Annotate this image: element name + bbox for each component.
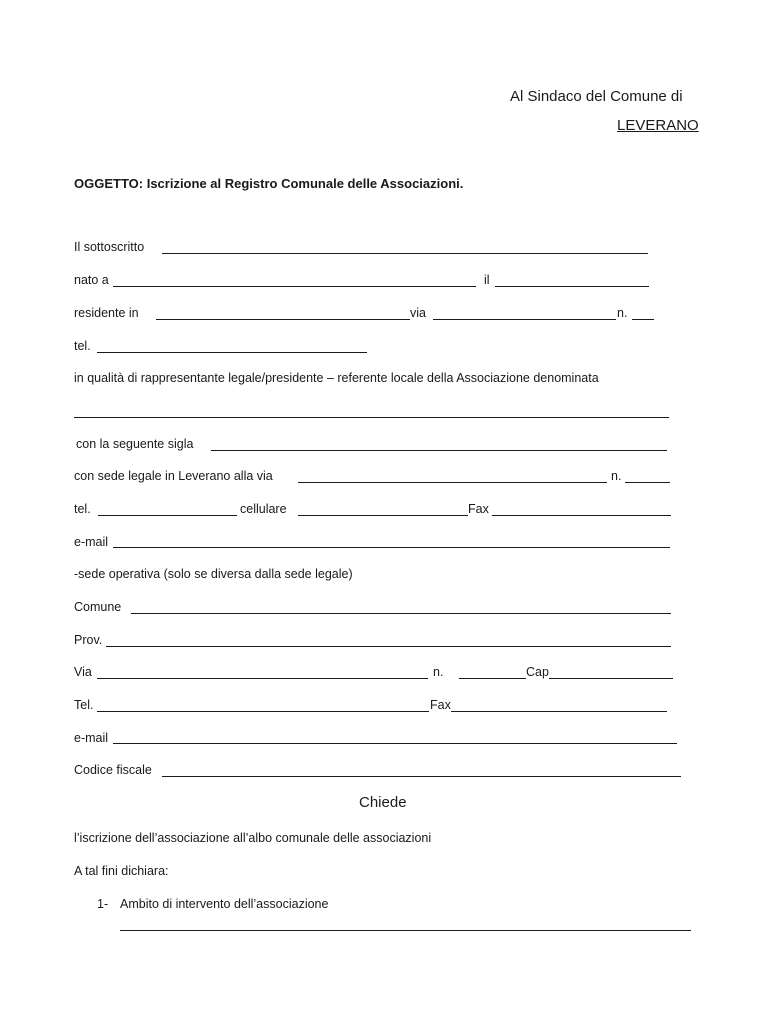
label-email: e-mail	[74, 535, 109, 549]
label-cap: Cap	[526, 665, 549, 679]
label-prov: Prov.	[74, 633, 103, 647]
input-line-via-2[interactable]	[97, 678, 428, 679]
input-line-tel-3[interactable]	[97, 711, 429, 712]
input-line-prov[interactable]	[106, 646, 671, 647]
label-fax: Fax	[468, 502, 489, 516]
input-line-numero[interactable]	[632, 319, 654, 320]
list-item-number: 1-	[97, 897, 109, 911]
input-line-data-nascita[interactable]	[495, 286, 649, 287]
label-residente: residente in	[74, 306, 139, 320]
input-line-cap[interactable]	[549, 678, 673, 679]
input-line-email[interactable]	[113, 547, 670, 548]
label-numero-3: n.	[433, 665, 444, 679]
input-line-fax[interactable]	[492, 515, 671, 516]
input-line-ambito[interactable]	[120, 930, 691, 931]
label-tel-2: tel.	[74, 502, 91, 516]
input-line-numero-3[interactable]	[459, 678, 526, 679]
label-fax-2: Fax	[430, 698, 451, 712]
input-line-tel-2[interactable]	[98, 515, 237, 516]
input-line-email-2[interactable]	[113, 743, 677, 744]
label-nato-a: nato a	[74, 273, 109, 287]
chiede-heading: Chiede	[359, 794, 407, 811]
town-name: LEVERANO	[617, 117, 699, 134]
label-sede-legale: con sede legale in Leverano alla via	[74, 469, 273, 483]
addressee-line: Al Sindaco del Comune di	[510, 88, 683, 105]
input-line-nato-a[interactable]	[113, 286, 476, 287]
label-tel-3: Tel.	[74, 698, 94, 712]
label-numero-2: n.	[611, 469, 622, 483]
input-line-via[interactable]	[433, 319, 616, 320]
input-line-residente[interactable]	[156, 319, 410, 320]
label-cellulare: cellulare	[240, 502, 287, 516]
label-via-2: Via	[74, 665, 92, 679]
dichiara-text: A tal fini dichiara:	[74, 864, 169, 878]
qualita-text: in qualità di rappresentante legale/presidente – referente locale della Associazione denominata	[74, 371, 599, 385]
input-line-comune[interactable]	[131, 613, 671, 614]
label-email-2: e-mail	[74, 731, 109, 745]
label-il: il	[484, 273, 490, 287]
sede-operativa-text: -sede operativa (solo se diversa dalla sede legale)	[74, 567, 353, 581]
label-codice-fiscale: Codice fiscale	[74, 763, 152, 777]
label-tel: tel.	[74, 339, 91, 353]
input-line-sigla[interactable]	[211, 450, 667, 451]
label-via: via	[410, 306, 426, 320]
label-sottoscritto: Il sottoscritto	[74, 240, 145, 254]
input-line-sede-legale-via[interactable]	[298, 482, 607, 483]
iscrizione-text: l’iscrizione dell’associazione all’albo comunale delle associazioni	[74, 831, 432, 845]
label-sigla: con la seguente sigla	[76, 437, 194, 451]
label-numero: n.	[617, 306, 628, 320]
label-comune: Comune	[74, 600, 122, 614]
input-line-numero-2[interactable]	[625, 482, 670, 483]
list-item-text: Ambito di intervento dell’associazione	[120, 897, 329, 911]
input-line-sottoscritto[interactable]	[162, 253, 648, 254]
subject-heading: OGGETTO: Iscrizione al Registro Comunale delle Associazioni.	[74, 176, 464, 191]
input-line-tel[interactable]	[97, 352, 367, 353]
input-line-denominazione[interactable]	[74, 417, 669, 418]
input-line-fax-2[interactable]	[451, 711, 667, 712]
input-line-codice-fiscale[interactable]	[162, 776, 681, 777]
input-line-cellulare[interactable]	[298, 515, 468, 516]
